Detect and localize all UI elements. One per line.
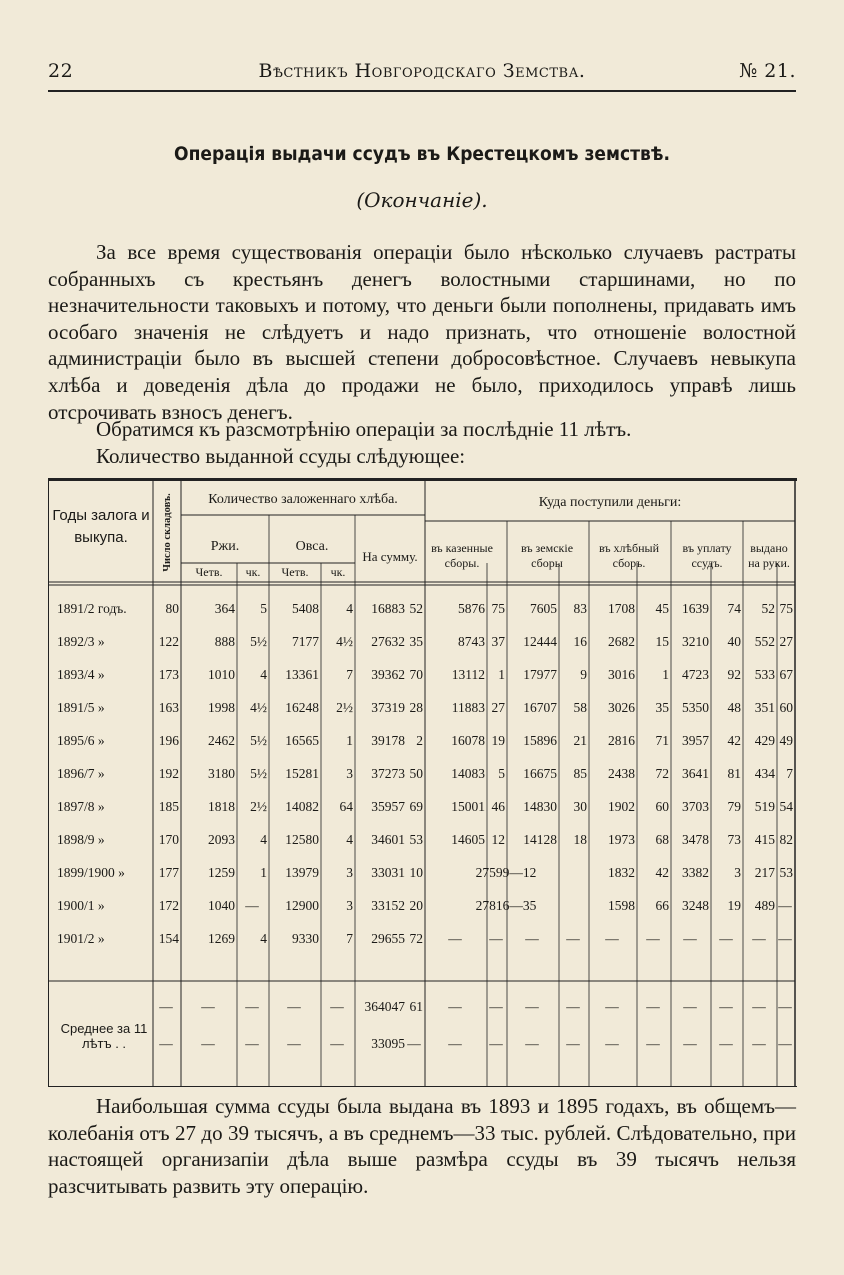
header-warehouses-text: Число складовъ. (161, 493, 173, 572)
average-lp_k: — (719, 1036, 733, 1051)
row-year: 1896/7 » (57, 766, 105, 781)
cell-oats: 9330 (292, 931, 319, 946)
cell-oats_c: 4½ (336, 634, 353, 649)
cell-rye: 1269 (208, 931, 235, 946)
header-oats: Овса. (295, 538, 329, 554)
cell-gr_k: 45 (655, 601, 669, 616)
average-zm_k: — (566, 1036, 580, 1051)
cell-oats: 12580 (285, 832, 319, 847)
cell-rye: 1818 (208, 799, 235, 814)
cell-wh: 192 (158, 766, 179, 781)
cell-zm_k: 85 (573, 766, 587, 781)
cell-lp_r: — (683, 931, 697, 946)
issue-number: № 21. (739, 60, 796, 82)
cell-sum_k: 10 (409, 865, 423, 880)
cell-lp_r: 4723 (682, 667, 709, 682)
cell-zm_r: 16675 (523, 766, 557, 781)
paragraph-4: Наибольшая сумма ссуды была выдана въ 1893 и 1895 годахъ, въ общемъ—колебанія отъ 27 до 39 тысячъ, а въ среднемъ—33 тыс. рублей. Слѣдовательно, при настоящей организапіи дѣла выше размѣра ссуды въ 39 тысячъ нельзя разсчитывать развить эту операцію. (48, 1094, 796, 1198)
cell-gr_r: 2682 (608, 634, 635, 649)
cell-st_r: — (448, 931, 462, 946)
cell-rye_c: 5½ (250, 733, 267, 748)
cell-lp_k: 40 (727, 634, 741, 649)
header-hands: выдано на руки. (748, 541, 790, 570)
cell-st_k: — (489, 931, 503, 946)
cell-rye: 1040 (208, 898, 235, 913)
cell-oats_c: 4 (346, 601, 353, 616)
total-lp_k: — (719, 999, 733, 1014)
cell-gr_r: 2438 (608, 766, 635, 781)
average-zm_r: — (525, 1036, 539, 1051)
cell-hd_k: 7 (786, 766, 793, 781)
cell-rye: 888 (214, 634, 235, 649)
cell-zm_r: 14128 (523, 832, 557, 847)
cell-sum_r: 39362 (371, 667, 405, 682)
cell-zm_k: 21 (573, 733, 587, 748)
cell-lp_k: 92 (727, 667, 741, 682)
cell-hd_r: — (752, 931, 766, 946)
header-loan-pay: въ уплату ссудъ. (682, 541, 732, 570)
total-rye_c: — (245, 999, 259, 1014)
cell-oats: 14082 (285, 799, 319, 814)
cell-lp_k: 48 (727, 700, 741, 715)
average-label: Среднее за 11 лѣтъ . . (60, 1021, 148, 1051)
cell-lp_k: 3 (734, 865, 741, 880)
row-year: 1901/2 » (57, 931, 105, 946)
cell-gr_r: 1973 (608, 832, 635, 847)
cell-st_k: 5 (498, 766, 505, 781)
cell-sum_r: 37319 (371, 700, 405, 715)
cell-hd_r: 519 (754, 799, 775, 814)
cell-oats_c: 3 (346, 865, 353, 880)
cell-oats: 5408 (292, 601, 319, 616)
total-oats_c: — (330, 999, 344, 1014)
cell-zm_r: 15896 (523, 733, 557, 748)
cell-oats_c: 2½ (336, 700, 353, 715)
cell-st_k: 19 (491, 733, 505, 748)
cell-sum_k: 52 (409, 601, 423, 616)
cell-zm_r: 7605 (530, 601, 557, 616)
cell-gr_r: 3026 (608, 700, 635, 715)
cell-lp_k: 73 (727, 832, 741, 847)
cell-gr_r: — (605, 931, 619, 946)
total-zm_r: — (525, 999, 539, 1014)
total-gr_k: — (646, 999, 660, 1014)
average-oats: — (287, 1036, 301, 1051)
cell-wh: 172 (158, 898, 179, 913)
cell-sum_k: 50 (409, 766, 423, 781)
cell-merged-state-zemstvo: 27599—12 (475, 865, 537, 880)
cell-rye: 2093 (208, 832, 235, 847)
cell-wh: 122 (158, 634, 179, 649)
cell-sum_k: 53 (409, 832, 423, 847)
cell-zm_k: 58 (573, 700, 587, 715)
cell-hd_r: 415 (754, 832, 775, 847)
row-year: 1895/6 » (57, 733, 105, 748)
cell-lp_r: 3210 (682, 634, 709, 649)
cell-lp_r: 3478 (682, 832, 709, 847)
total-hd_r: — (752, 999, 766, 1014)
cell-hd_k: 82 (779, 832, 793, 847)
total-sum_r: 364047 (364, 999, 405, 1014)
cell-wh: 173 (158, 667, 179, 682)
cell-gr_k: — (646, 931, 660, 946)
header-money-group: Куда поступили деньги: (538, 494, 682, 510)
cell-hd_r: 351 (754, 700, 775, 715)
header-warehouses (153, 483, 181, 582)
cell-lp_r: 3248 (682, 898, 709, 913)
header-grain-fee: въ хлѣбный сборъ. (598, 541, 660, 570)
cell-zm_r: 14830 (523, 799, 557, 814)
page-number: 22 (48, 60, 74, 82)
cell-rye_c: 4 (260, 832, 267, 847)
cell-oats: 15281 (285, 766, 319, 781)
cell-oats: 13979 (285, 865, 319, 880)
average-wh: — (159, 1036, 173, 1051)
total-wh: — (159, 999, 173, 1014)
average-rye_c: — (245, 1036, 259, 1051)
cell-sum_r: 35957 (371, 799, 405, 814)
total-rye: — (201, 999, 215, 1014)
cell-st_r: 16078 (451, 733, 485, 748)
cell-gr_r: 1832 (608, 865, 635, 880)
row-year: 1892/3 » (57, 634, 105, 649)
cell-sum_k: 35 (409, 634, 423, 649)
cell-lp_r: 1639 (682, 601, 709, 616)
total-lp_r: — (683, 999, 697, 1014)
cell-lp_k: 19 (727, 898, 741, 913)
cell-lp_r: 3382 (682, 865, 709, 880)
cell-oats_c: 4 (346, 832, 353, 847)
cell-lp_k: 81 (727, 766, 741, 781)
cell-rye_c: 5½ (250, 766, 267, 781)
cell-oats: 16565 (285, 733, 319, 748)
total-st_r: — (448, 999, 462, 1014)
cell-hd_k: 53 (779, 865, 793, 880)
row-year: 1897/8 » (57, 799, 105, 814)
cell-rye: 1010 (208, 667, 235, 682)
cell-zm_r: 16707 (523, 700, 557, 715)
cell-zm_k: 9 (580, 667, 587, 682)
average-rye: — (201, 1036, 215, 1051)
cell-hd_r: 52 (761, 601, 775, 616)
header-rule (48, 90, 796, 92)
cell-wh: 163 (158, 700, 179, 715)
cell-gr_r: 1598 (608, 898, 635, 913)
loan-table (48, 478, 797, 1087)
cell-oats_c: 3 (346, 766, 353, 781)
cell-zm_r: — (525, 931, 539, 946)
cell-zm_k: 30 (573, 799, 587, 814)
cell-hd_k: 67 (779, 667, 793, 682)
average-st_k: — (489, 1036, 503, 1051)
cell-lp_r: 3957 (682, 733, 709, 748)
cell-oats_c: 7 (346, 667, 353, 682)
cell-st_r: 15001 (451, 799, 485, 814)
cell-zm_k: 83 (573, 601, 587, 616)
total-zm_k: — (566, 999, 580, 1014)
average-gr_k: — (646, 1036, 660, 1051)
cell-sum_r: 39178 (371, 733, 405, 748)
header-rye: Ржи. (210, 538, 240, 554)
header-state: въ казенные сборы. (431, 541, 493, 570)
cell-oats_c: 7 (346, 931, 353, 946)
cell-zm_r: 17977 (523, 667, 557, 682)
cell-rye_c: 4½ (250, 700, 267, 715)
cell-gr_r: 2816 (608, 733, 635, 748)
cell-st_k: 27 (491, 700, 505, 715)
cell-sum_k: 72 (409, 931, 423, 946)
row-year: 1891/5 » (57, 700, 105, 715)
running-header (48, 60, 796, 90)
cell-gr_k: 72 (655, 766, 669, 781)
cell-oats: 13361 (285, 667, 319, 682)
cell-oats_c: 64 (339, 799, 353, 814)
cell-hd_k: 75 (779, 601, 793, 616)
row-year: 1898/9 » (57, 832, 105, 847)
article-subtitle: (Окончаніе). (356, 188, 488, 212)
cell-wh: 80 (165, 601, 179, 616)
cell-rye_c: 4 (260, 931, 267, 946)
row-year: 1893/4 » (57, 667, 105, 682)
cell-lp_r: 5350 (682, 700, 709, 715)
cell-sum_k: 20 (409, 898, 423, 913)
cell-oats_c: 3 (346, 898, 353, 913)
average-lp_r: — (683, 1036, 697, 1051)
cell-oats: 12900 (285, 898, 319, 913)
cell-gr_k: 1 (662, 667, 669, 682)
cell-zm_k: 18 (573, 832, 587, 847)
average-oats_c: — (330, 1036, 344, 1051)
cell-gr_k: 68 (655, 832, 669, 847)
cell-oats: 7177 (292, 634, 319, 649)
cell-sum_k: 2 (416, 733, 423, 748)
cell-gr_k: 71 (655, 733, 669, 748)
cell-st_k: 75 (491, 601, 505, 616)
header-grain-group: Количество заложеннаго хлѣба. (208, 491, 398, 507)
cell-rye_c: 5½ (250, 634, 267, 649)
cell-rye: 1998 (208, 700, 235, 715)
average-gr_r: — (605, 1036, 619, 1051)
cell-oats: 16248 (285, 700, 319, 715)
cell-hd_r: 429 (754, 733, 775, 748)
journal-title: Вѣстникъ Новгородскаго Земства. (258, 60, 586, 82)
header-rye-chetv: Четв. (195, 564, 223, 579)
cell-gr_r: 3016 (608, 667, 635, 682)
total-hd_k: — (778, 999, 792, 1014)
paragraph-1: За все время существованія операціи было нѣсколько случаевъ растраты собранныхъ съ крестьянъ денегъ волостными старшинами, но по незначительности таковыхъ и потому, что деньги были пополнены, придавать имъ особаго значенія не слѣдуетъ и надо признать, что отношеніе волостной администраціи было въ высшей степени добросовѣстное. Случаевъ невыкупа хлѣба и доведенія дѣла до продажи не было, приходилось управѣ лишь отсрочивать взносъ денегъ. (48, 240, 796, 424)
cell-wh: 170 (158, 832, 179, 847)
cell-wh: 177 (158, 865, 179, 880)
average-hd_k: — (778, 1036, 792, 1051)
cell-hd_r: 434 (754, 766, 775, 781)
header-rye-chk: чк. (245, 564, 261, 579)
cell-hd_k: 54 (779, 799, 793, 814)
cell-hd_r: 489 (754, 898, 775, 913)
cell-rye_c: 4 (260, 667, 267, 682)
cell-st_k: 12 (491, 832, 505, 847)
cell-st_r: 8743 (458, 634, 485, 649)
total-gr_r: — (605, 999, 619, 1014)
cell-sum_r: 33031 (371, 865, 405, 880)
cell-lp_k: — (719, 931, 733, 946)
cell-gr_k: 60 (655, 799, 669, 814)
paragraph-2: Обратимся къ разсмотрѣнію операціи за послѣдніе 11 лѣтъ. (96, 417, 632, 441)
cell-st_k: 46 (491, 799, 505, 814)
row-year: 1891/2 годъ. (57, 601, 127, 616)
cell-st_k: 37 (491, 634, 505, 649)
header-zemstvo: въ земскіе сборы (520, 541, 574, 570)
cell-hd_k: 60 (779, 700, 793, 715)
cell-st_k: 1 (498, 667, 505, 682)
total-oats: — (287, 999, 301, 1014)
cell-hd_k: 49 (779, 733, 793, 748)
cell-wh: 185 (158, 799, 179, 814)
cell-hd_k: — (778, 898, 792, 913)
cell-st_r: 14605 (451, 832, 485, 847)
article-title: Операція выдачи ссудъ въ Крестецкомъ земствѣ. (174, 143, 670, 165)
cell-hd_k: 27 (779, 634, 793, 649)
cell-wh: 196 (158, 733, 179, 748)
cell-rye_c: 5 (260, 601, 267, 616)
cell-sum_k: 70 (409, 667, 423, 682)
cell-hd_r: 217 (754, 865, 775, 880)
cell-sum_r: 37273 (371, 766, 405, 781)
cell-rye_c: — (245, 898, 259, 913)
cell-st_r: 13112 (451, 667, 485, 682)
cell-hd_k: — (778, 931, 792, 946)
cell-gr_r: 1902 (608, 799, 635, 814)
cell-gr_k: 66 (655, 898, 669, 913)
cell-rye_c: 2½ (250, 799, 267, 814)
cell-rye: 364 (214, 601, 235, 616)
cell-lp_k: 79 (727, 799, 741, 814)
cell-gr_r: 1708 (608, 601, 635, 616)
header-sum: На сумму. (362, 548, 418, 564)
average-hd_r: — (752, 1036, 766, 1051)
cell-wh: 154 (158, 931, 179, 946)
cell-sum_k: 28 (409, 700, 423, 715)
cell-zm_r: 12444 (523, 634, 557, 649)
cell-zm_k: — (566, 931, 580, 946)
cell-lp_k: 42 (727, 733, 741, 748)
average-st_r: — (448, 1036, 462, 1051)
cell-gr_k: 35 (655, 700, 669, 715)
cell-gr_k: 15 (655, 634, 669, 649)
row-year: 1900/1 » (57, 898, 105, 913)
cell-lp_r: 3641 (682, 766, 709, 781)
cell-lp_r: 3703 (682, 799, 709, 814)
cell-rye: 2462 (208, 733, 235, 748)
cell-lp_k: 74 (727, 601, 741, 616)
cell-rye: 3180 (208, 766, 235, 781)
cell-st_r: 11883 (451, 700, 485, 715)
total-sum_k: 61 (409, 999, 423, 1014)
average-sum_k: — (407, 1036, 421, 1051)
cell-hd_r: 533 (754, 667, 775, 682)
total-st_k: — (489, 999, 503, 1014)
cell-sum_r: 33152 (371, 898, 405, 913)
average-sum_r: 33095 (371, 1036, 405, 1051)
cell-sum_r: 34601 (371, 832, 405, 847)
cell-rye_c: 1 (260, 865, 267, 880)
header-oats-chk: чк. (330, 564, 346, 579)
paragraph-3: Количество выданной ссуды слѣдующее: (96, 444, 466, 468)
cell-hd_r: 552 (754, 634, 775, 649)
cell-zm_k: 16 (573, 634, 587, 649)
header-years: Годы залога и выкупа. (52, 507, 150, 546)
cell-sum_r: 27632 (371, 634, 405, 649)
cell-st_r: 5876 (458, 601, 485, 616)
cell-merged-state-zemstvo: 27816—35 (475, 898, 537, 913)
cell-rye: 1259 (208, 865, 235, 880)
cell-sum_r: 16883 (371, 601, 405, 616)
header-oats-chetv: Четв. (281, 564, 309, 579)
cell-gr_k: 42 (655, 865, 669, 880)
row-year: 1899/1900 » (57, 865, 125, 880)
cell-st_r: 14083 (451, 766, 485, 781)
cell-sum_r: 29655 (371, 931, 405, 946)
cell-oats_c: 1 (346, 733, 353, 748)
cell-sum_k: 69 (409, 799, 423, 814)
